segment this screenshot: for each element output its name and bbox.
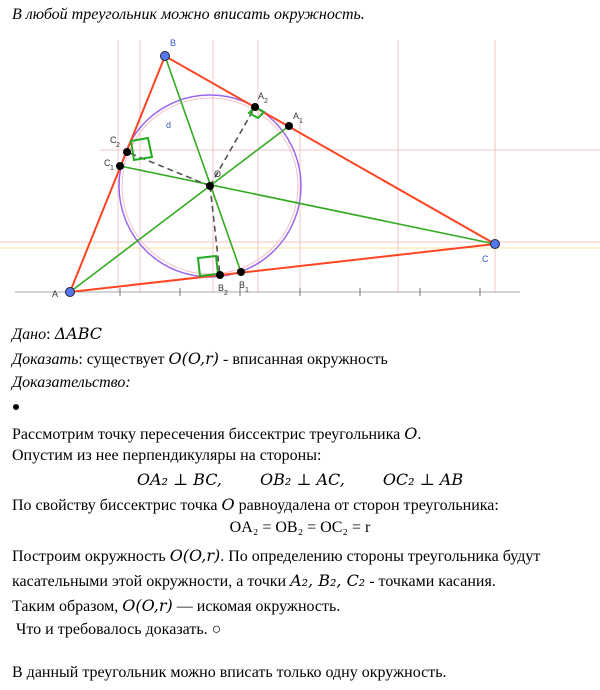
theorem-title: В любой треугольник можно вписать окружность. (12, 6, 365, 23)
label-b: B (170, 38, 177, 48)
bisector-b (165, 56, 241, 272)
point-a1 (285, 122, 293, 130)
proof-text-6b: — искомая окружность. (176, 598, 341, 615)
equal-distances-formula: OA₂ = OB₂ = OC₂ = r (229, 519, 371, 536)
label-c1-sub: 1 (110, 165, 114, 172)
proof-text-3a: По свойству биссектрис точка (12, 497, 218, 514)
formula-perp-3: OC₂ ⊥ AB (382, 470, 464, 489)
formula-perp-2: OB₂ ⊥ AC, (259, 470, 345, 489)
label-a1: A (293, 111, 300, 121)
proof-line-5 (12, 571, 496, 591)
proof-line-4 (12, 546, 540, 566)
point-o-math: O (404, 424, 418, 443)
circle-math: O(O,r) (169, 546, 221, 565)
given-math: ΔABC (54, 324, 102, 343)
point-b (161, 52, 170, 61)
proof-text-4b: . По определению стороны треугольника будут (220, 548, 541, 565)
triangle-abc (70, 56, 495, 292)
point-c (491, 240, 500, 249)
point-a2 (251, 103, 259, 111)
label-c: C (482, 254, 489, 264)
proof-line-2: Опустим из нее перпендикуляры на стороны: (12, 447, 322, 464)
proof-text-3b: равноудалена от сторон треугольника: (238, 497, 499, 514)
proof-text-5b: - точками касания. (365, 573, 496, 590)
label-c2-sub: 2 (116, 142, 120, 149)
label-a2-sub: 2 (264, 98, 268, 105)
proof-line-6 (12, 596, 340, 616)
point-a (66, 288, 75, 297)
qed-line: Что и требовалось доказать. ○ (16, 621, 222, 638)
proof-label: Доказательство: (12, 374, 131, 391)
given-line: Дано: ΔABC (12, 324, 102, 343)
points (66, 52, 500, 297)
prove-text-before: : существует (78, 351, 169, 368)
label-b1: B (239, 280, 246, 290)
label-d: d (166, 120, 172, 130)
proof-line-1: Рассмотрим точку пересечения биссектрис треугольника O. (12, 424, 422, 443)
proof-text-6a: Таким образом, (12, 598, 119, 615)
label-b2: B (218, 283, 225, 293)
prove-math: O(O,r) (168, 349, 219, 368)
bullet-point (13, 404, 19, 410)
circle-math-2: O(O,r) (122, 596, 173, 615)
point-o-math-2: O (221, 495, 235, 514)
point-c2 (123, 148, 131, 156)
label-o: O (214, 169, 222, 179)
prove-text-after: - вписанная окружность (219, 351, 388, 368)
grid-lines (0, 40, 600, 292)
proof-text-5a: касательными этой окружности, а точки (12, 573, 287, 590)
tangent-points-math: A₂, B₂, C₂ (290, 571, 366, 590)
label-c1: C (104, 158, 111, 168)
prove-line (12, 349, 388, 369)
given-label: Дано (12, 326, 47, 343)
label-a1-sub: 1 (299, 118, 303, 125)
bisector-c (120, 166, 495, 244)
conclusion-line: В данный треугольник можно вписать только одну окружность. (12, 664, 447, 681)
formula-perp-1: OA₂ ⊥ BC, (136, 470, 222, 489)
prove-label: Доказать (12, 351, 79, 368)
label-c2: C (110, 135, 117, 145)
geometry-figure (0, 0, 600, 320)
bisectors (70, 56, 495, 292)
proof-text-4a: Построим окружность (12, 548, 166, 565)
label-b1-sub: 1 (245, 287, 249, 294)
point-o (206, 182, 214, 190)
label-a2: A (258, 91, 265, 101)
perpendiculars-formula (0, 470, 600, 490)
point-b2 (216, 271, 224, 279)
label-a: A (52, 289, 59, 299)
proof-text-1: Рассмотрим точку пересечения биссектрис треугольника (12, 426, 401, 443)
proof-line-3 (12, 495, 499, 515)
point-c1 (116, 162, 124, 170)
point-b1 (237, 268, 245, 276)
label-b2-sub: 2 (224, 290, 228, 297)
